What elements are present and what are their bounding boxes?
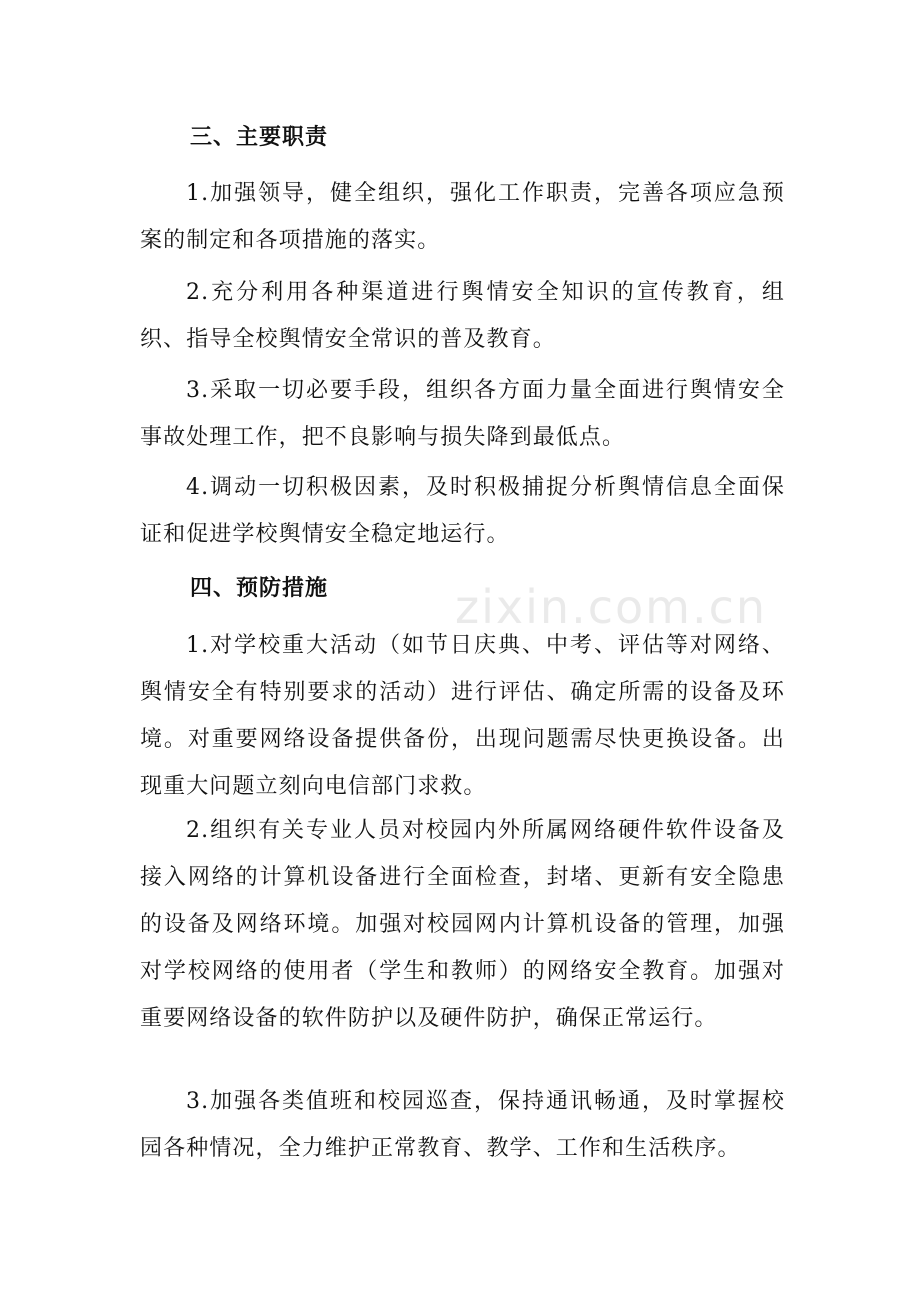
section-heading-responsibilities: 三、主要职责: [190, 125, 329, 150]
responsibility-item-4: 4.调动一切积极因素，及时积极捕捉分析舆情信息全面保证和促进学校舆情安全稳定地运行。: [140, 475, 785, 547]
prevention-item-1: 1.对学校重大活动（如节日庆典、中考、评估等对网络、舆情安全有特别要求的活动）进行评估、确定所需的设备及环境。对重要网络设备提供备份，出现问题需尽快更换设备。出现重大问题立刻向电信部门求救。: [140, 633, 785, 799]
watermark-text: zixin.com.cn: [455, 580, 768, 634]
responsibility-item-3: 3.采取一切必要手段，组织各方面力量全面进行舆情安全事故处理工作，把不良影响与损失降到最低点。: [140, 378, 785, 450]
prevention-item-2: 2.组织有关专业人员对校园内外所属网络硬件软件设备及接入网络的计算机设备进行全面检查，封堵、更新有安全隐患的设备及网络环境。加强对校园网内计算机设备的管理，加强对学校网络的使用者（学生和教师）的网络安全教育。加强对重要网络设备的软件防护以及硬件防护，确保正常运行。: [140, 818, 785, 1031]
responsibility-item-1: 1.加强领导，健全组织，强化工作职责，完善各项应急预案的制定和各项措施的落实。: [140, 181, 785, 253]
section-heading-prevention: 四、预防措施: [190, 576, 329, 601]
prevention-item-3: 3.加强各类值班和校园巡查，保持通讯畅通，及时掌握校园各种情况，全力维护正常教育、教学、工作和生活秩序。: [140, 1089, 785, 1161]
responsibility-item-2: 2.充分利用各种渠道进行舆情安全知识的宣传教育，组织、指导全校舆情安全常识的普及教育。: [140, 280, 785, 352]
